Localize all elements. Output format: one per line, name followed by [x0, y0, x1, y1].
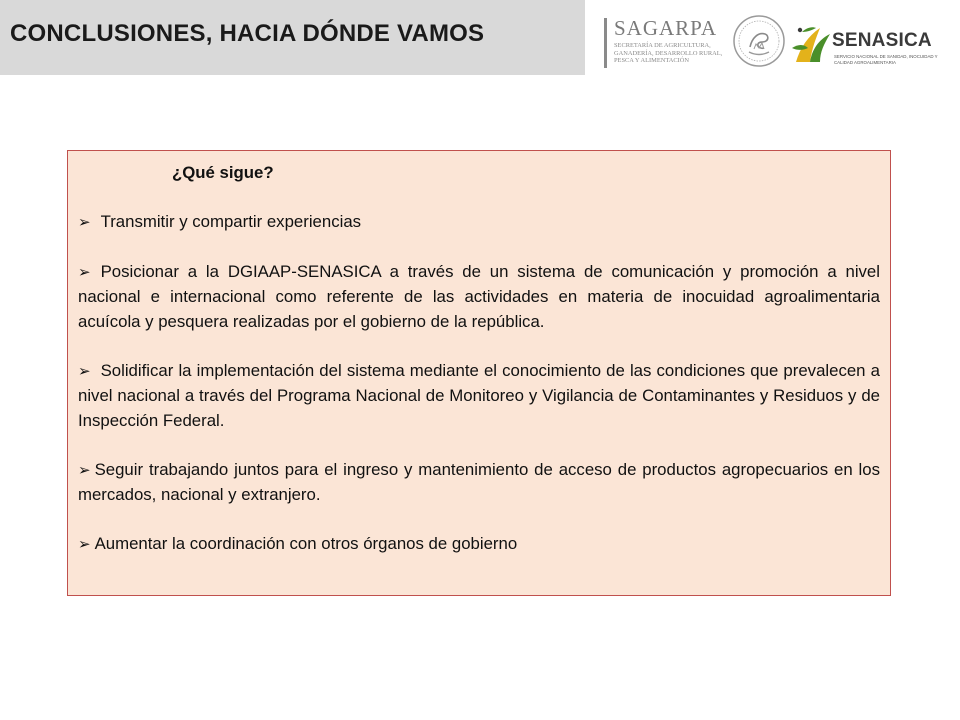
page-title: CONCLUSIONES, HACIA DÓNDE VAMOS: [10, 20, 485, 47]
sagarpa-logo-subtitle: SECRETARÍA DE AGRICULTURA, GANADERÍA, DESARROLLO RURAL, PESCA Y ALIMENTACIÓN: [614, 42, 723, 64]
sagarpa-logo-bar: [604, 18, 607, 68]
content-box: [67, 150, 891, 596]
list-item-text: Transmitir y compartir experiencias: [100, 211, 362, 231]
list-item: [78, 210, 880, 236]
senasica-emblem-icon: [790, 18, 834, 68]
list-item: [78, 458, 880, 508]
mexico-coat-of-arms-icon: [732, 14, 786, 68]
senasica-logo: [790, 16, 940, 71]
sagarpa-logo: [600, 12, 728, 70]
list-item-text: Seguir trabajando juntos para el ingreso y mantenimiento de acceso de productos agropecuarios en los mercados, nacional y extranjero.: [78, 459, 880, 504]
title-band: [0, 0, 585, 75]
list-item: [78, 359, 880, 434]
list-item: [78, 532, 880, 558]
list-item-text: Aumentar la coordinación con otros órganos de gobierno: [94, 534, 518, 553]
arrowhead-bullet-icon: ➢: [78, 461, 91, 479]
question-heading: ¿Qué sigue?: [172, 163, 274, 182]
arrowhead-bullet-icon: ➢: [78, 536, 91, 553]
arrowhead-bullet-icon: ➢: [78, 263, 91, 281]
arrowhead-bullet-icon: ➢: [78, 213, 91, 231]
list-item-text: Posicionar a la DGIAAP-SENASICA a través de un sistema de comunicación y promoción a nivel nacional e internacional como referente de las actividades en materia de inocuidad agroalimentaria acuícola y pesquera realizadas por el gobierno de la república.: [78, 261, 880, 331]
senasica-logo-subtitle: SERVICIO NACIONAL DE SANIDAD, INOCUIDAD Y CALIDAD AGROALIMENTARIA: [834, 54, 938, 65]
list-item-text: Solidificar la implementación del sistema mediante el conocimiento de las condiciones que prevalecen a nivel nacional a través del Programa Nacional de Monitoreo y Vigilancia de Contaminantes y Residuos y de Inspección Federal.: [78, 360, 880, 430]
sagarpa-logo-name: SAGARPA: [614, 16, 718, 40]
senasica-logo-name: SENASICA: [832, 30, 932, 51]
list-item: [78, 260, 880, 335]
arrowhead-bullet-icon: ➢: [78, 362, 91, 380]
